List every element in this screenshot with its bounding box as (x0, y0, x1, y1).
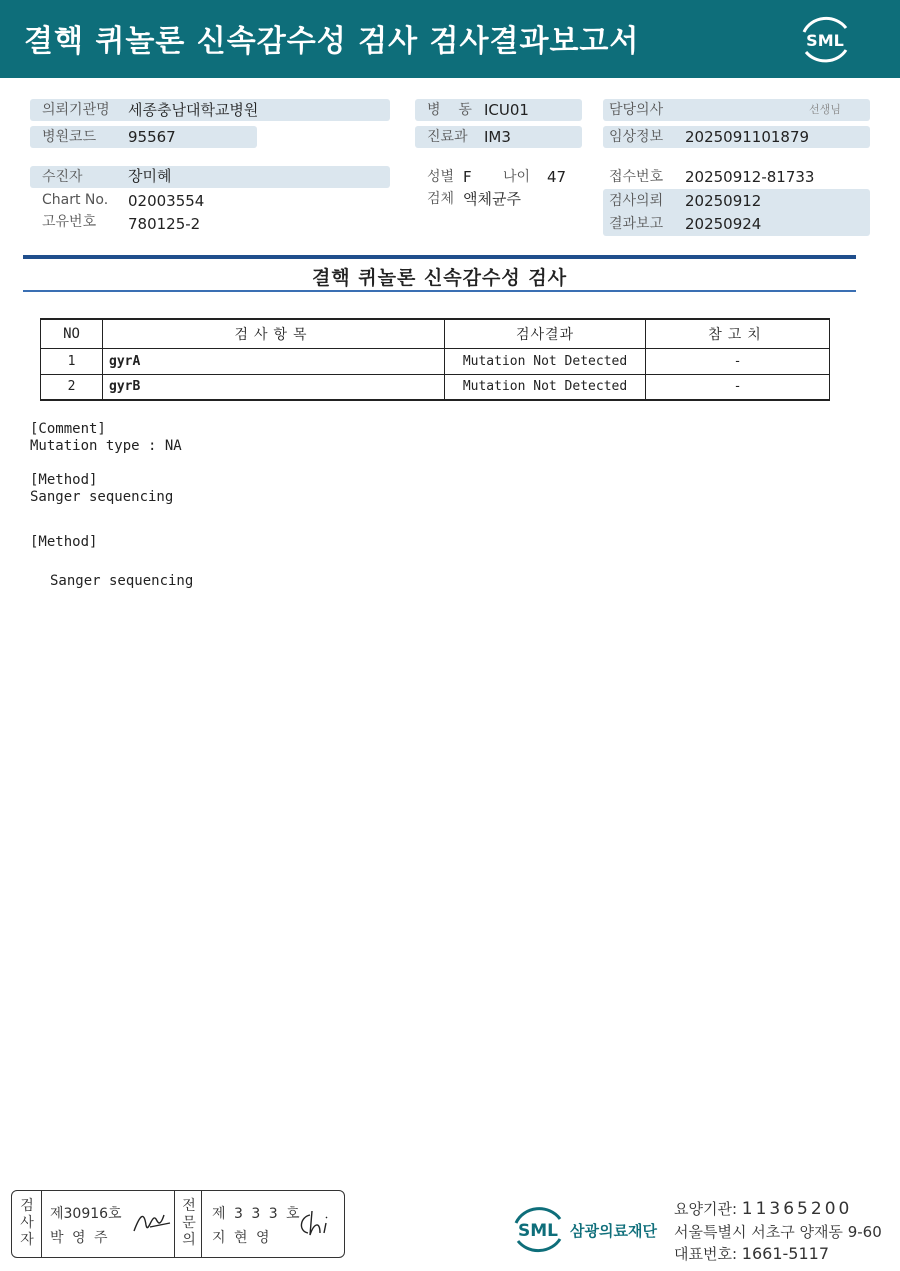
department-value: IM3 (484, 128, 511, 146)
svg-text:SML: SML (518, 1221, 558, 1241)
receipt-no-label: 접수번호 (609, 169, 664, 185)
signature-divider (174, 1191, 175, 1257)
doctor-label: 담당의사 (609, 102, 664, 118)
request-date-label: 검사의뢰 (609, 193, 664, 209)
row-result: Mutation Not Detected (445, 348, 646, 374)
table-row (41, 348, 830, 374)
specialist-signature (294, 1205, 340, 1239)
examiner-label (17, 1198, 37, 1249)
specialist-label-text: 전문의 (182, 1198, 196, 1248)
signature-divider (41, 1191, 42, 1257)
method-text: Sanger sequencing (30, 489, 174, 505)
patient-value: 장미혜 (128, 167, 172, 185)
title-rule-bottom (23, 290, 856, 292)
method-heading-2: [Method] (30, 534, 98, 550)
header-band (0, 0, 900, 78)
report-header-title: 결핵 퀴놀론 신속감수성 검사 검사결과보고서 (24, 24, 640, 59)
table-header-row (41, 319, 830, 348)
patient-field (30, 166, 390, 188)
age-label: 나이 (503, 169, 531, 185)
table-row (41, 374, 830, 400)
row-no: 2 (41, 374, 103, 400)
examiner-label-text: 검사자 (20, 1198, 34, 1248)
chart-no-value: 02003554 (128, 192, 205, 210)
doctor-suffix: 선생님 (809, 103, 841, 116)
request-date-value: 20250912 (685, 192, 762, 210)
examiner-license: 제30916호 (50, 1206, 122, 1222)
report-title: 결핵 퀴놀론 신속감수성 검사 (311, 267, 568, 289)
svg-text:SML: SML (806, 31, 844, 50)
specialist-name: 지 현 영 (212, 1230, 272, 1246)
specialist-license: 제 3 3 3 호 (212, 1206, 302, 1222)
patient-label: 수진자 (42, 169, 83, 185)
care-institution-no: 11365200 (741, 1199, 853, 1219)
clinical-info-value: 2025091101879 (685, 128, 810, 146)
specialist-label (179, 1198, 199, 1249)
specimen-value: 액체균주 (463, 190, 521, 208)
clinical-info-label: 임상정보 (609, 129, 664, 145)
ward-value: ICU01 (484, 101, 529, 119)
org-address: 서울특별시 서초구 양재동 9-60 (674, 1223, 882, 1241)
hospital-code-label: 병원코드 (42, 129, 97, 145)
examiner-name: 박 영 주 (50, 1230, 110, 1246)
chart-no-label: Chart No. (42, 192, 109, 208)
institution-value: 세종충남대학교병원 (128, 101, 259, 119)
row-reference: - (646, 374, 830, 400)
report-date-value: 20250924 (685, 215, 762, 233)
sex-label: 성별 (427, 169, 455, 185)
header-result: 검사결과 (445, 319, 646, 348)
title-rule-top (23, 255, 856, 259)
signature-divider (201, 1191, 202, 1257)
header-no: NO (41, 319, 103, 348)
department-label: 진료과 (427, 129, 468, 145)
signature-box (11, 1190, 345, 1258)
row-reference: - (646, 348, 830, 374)
comment-text: Mutation type : NA (30, 438, 182, 454)
comment-heading: [Comment] (30, 421, 106, 437)
org-name: 삼광의료재단 (570, 1222, 657, 1240)
report-date-label: 결과보고 (609, 216, 664, 232)
org-logo (510, 1203, 566, 1255)
receipt-no-value: 20250912-81733 (685, 168, 815, 186)
sex-value: F (463, 168, 472, 186)
ward-label: 병 동 (427, 102, 472, 118)
hospital-code-value: 95567 (128, 128, 176, 146)
specimen-label: 검체 (427, 191, 455, 207)
header-item: 검사항목 (103, 319, 445, 348)
examiner-signature (130, 1205, 174, 1239)
method-heading: [Method] (30, 472, 98, 488)
care-institution (674, 1198, 852, 1219)
care-institution-label: 요양기관: (674, 1200, 738, 1218)
org-phone (674, 1243, 829, 1264)
header-reference: 참고치 (646, 319, 830, 348)
age-value: 47 (547, 168, 567, 186)
unique-no-value: 780125-2 (128, 215, 201, 233)
phone-number: 1661-5117 (741, 1244, 830, 1263)
row-item: gyrB (103, 374, 445, 400)
row-item: gyrA (103, 348, 445, 374)
results-table (40, 318, 830, 401)
sml-logo (798, 14, 852, 64)
method-text-2: Sanger sequencing (50, 573, 194, 589)
row-result: Mutation Not Detected (445, 374, 646, 400)
row-no: 1 (41, 348, 103, 374)
institution-label: 의뢰기관명 (42, 102, 110, 118)
unique-no-label: 고유번호 (42, 214, 97, 230)
phone-label: 대표번호: (674, 1245, 738, 1263)
